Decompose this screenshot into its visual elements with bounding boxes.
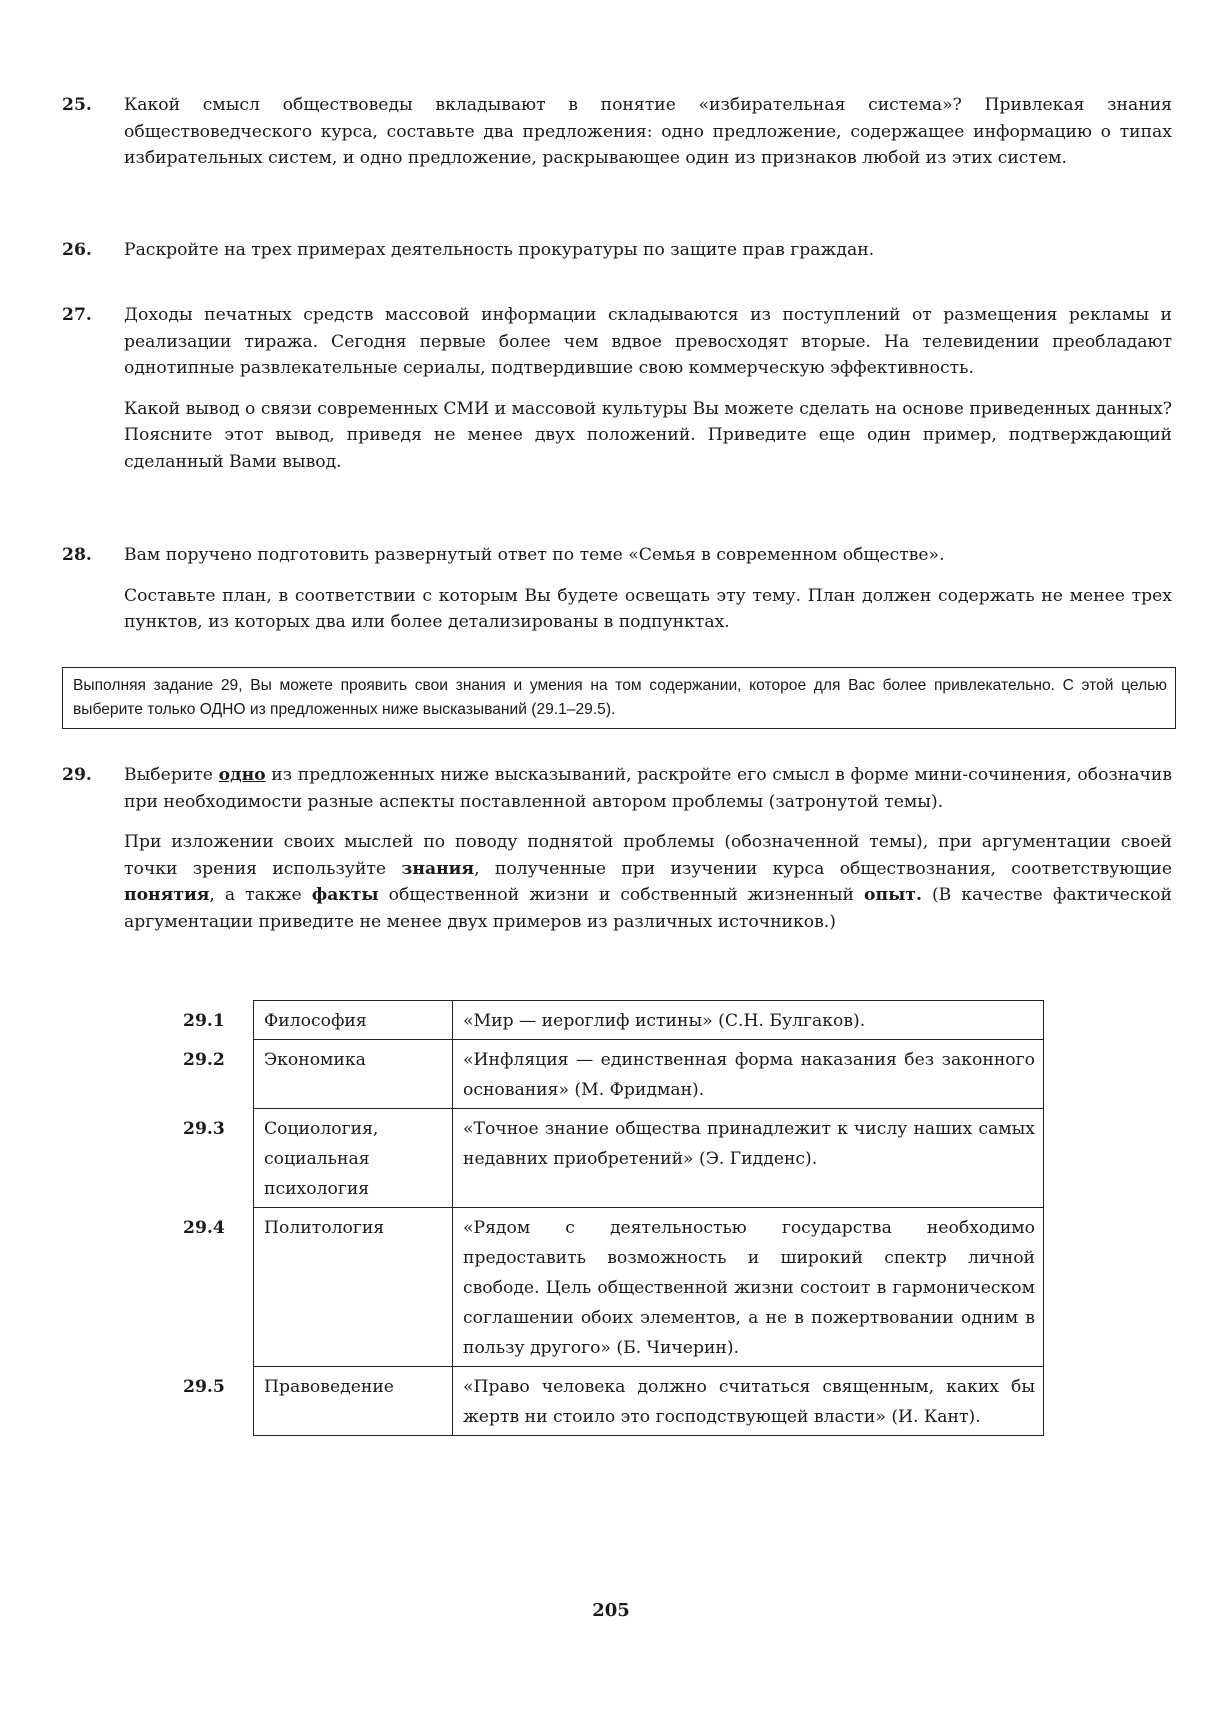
quote-subject: Политология: [254, 1208, 453, 1367]
quote-text: «Рядом с деятельностью государства необходимо предоставить возможность и широкий спектр личной свободе. Цель общественной жизни состоит в гармоническом соглашении обоих элементов, а не в пожертвовании одним в пользу другого» (Б. Чичерин).: [453, 1208, 1044, 1367]
quote-id: 29.5: [183, 1376, 225, 1397]
quote-subject: Философия: [254, 1001, 453, 1040]
task-number: 29.: [62, 765, 92, 785]
quotes-table: [183, 1000, 1044, 1436]
task-question: Какой вывод о связи современных СМИ и массовой культуры Вы можете сделать на основе приведенных данных? Поясните этот вывод, приведя не менее двух положений. Приведите еще один пример, подтверждающий сделанный Вами вывод.: [124, 398, 1172, 472]
task-27: [62, 302, 1172, 475]
page-number: 205: [592, 1600, 630, 1621]
table-row: [183, 1367, 1044, 1436]
table-row: [183, 1040, 1044, 1109]
quote-text: «Инфляция — единственная форма наказания без законного основания» (М. Фридман).: [453, 1040, 1044, 1109]
task-number: 26.: [62, 240, 92, 260]
quote-text: «Точное знание общества принадлежит к числу наших самых недавних приобретений» (Э. Гидденс).: [453, 1109, 1044, 1208]
task-question: Составьте план, в соответствии с которым Вы будете освещать эту тему. План должен содержать не менее трех пунктов, из которых два или более детализированы в подпунктах.: [124, 585, 1172, 632]
table-row: [183, 1208, 1044, 1367]
task-text: Доходы печатных средств массовой информации складываются из поступлений от размещения рекламы и реализации тиража. Сегодня первые более чем вдвое превосходят вторые. На телевидении преобладают однотипные развлекательные сериалы, подтвердившие свою коммерческую эффективность.: [124, 305, 1172, 378]
quote-subject: Экономика: [254, 1040, 453, 1109]
task-29: [62, 762, 1172, 935]
quote-text: «Мир — иероглиф истины» (С.Н. Булгаков).: [453, 1001, 1044, 1040]
quote-id: 29.1: [183, 1010, 225, 1031]
quote-id: 29.4: [183, 1217, 225, 1238]
task-text: Вам поручено подготовить развернутый ответ по теме «Семья в современном обществе».: [124, 545, 945, 565]
task-text: Выберите одно из предложенных ниже высказываний, раскройте его смысл в форме мини-сочинения, обозначив при необходимости разные аспекты поставленной автором проблемы (затронутой темы).: [124, 765, 1172, 812]
quote-id: 29.2: [183, 1049, 225, 1070]
emphasis-one: одно: [218, 765, 266, 785]
task-28: [62, 542, 1172, 636]
task-text: Раскройте на трех примерах деятельность прокуратуры по защите прав граждан.: [124, 240, 875, 260]
task-25: [62, 92, 1172, 172]
task-instructions: При изложении своих мыслей по поводу поднятой проблемы (обозначенной темы), при аргументации своей точки зрения используйте знания, полученные при изучении курса обществознания, соответствующие понятия, а также факты общественной жизни и собственный жизненный опыт. (В качестве фактической аргументации приведите не менее двух примеров из различных источников.): [124, 832, 1172, 932]
quote-subject: Социология, социальная психология: [254, 1109, 453, 1208]
task-number: 28.: [62, 545, 92, 565]
quote-text: «Право человека должно считаться священным, каких бы жертв ни стоило это господствующей власти» (И. Кант).: [453, 1367, 1044, 1436]
quote-id: 29.3: [183, 1118, 225, 1139]
task-29-notice-box: Выполняя задание 29, Вы можете проявить свои знания и умения на том содержании, которое для Вас более привлекательно. С этой целью выберите только ОДНО из предложенных ниже высказываний (29.1–29.5).: [62, 667, 1176, 729]
table-row: [183, 1109, 1044, 1208]
table-row: [183, 1001, 1044, 1040]
task-26: [62, 237, 1172, 264]
task-text: Какой смысл обществоведы вкладывают в понятие «избирательная система»? Привлекая знания обществоведческого курса, составьте два предложения: одно предложение, содержащее информацию о типах избирательных систем, и одно предложение, раскрывающее один из признаков любой из этих систем.: [124, 95, 1172, 168]
task-number: 25.: [62, 95, 92, 115]
task-number: 27.: [62, 305, 92, 325]
quote-subject: Правоведение: [254, 1367, 453, 1436]
